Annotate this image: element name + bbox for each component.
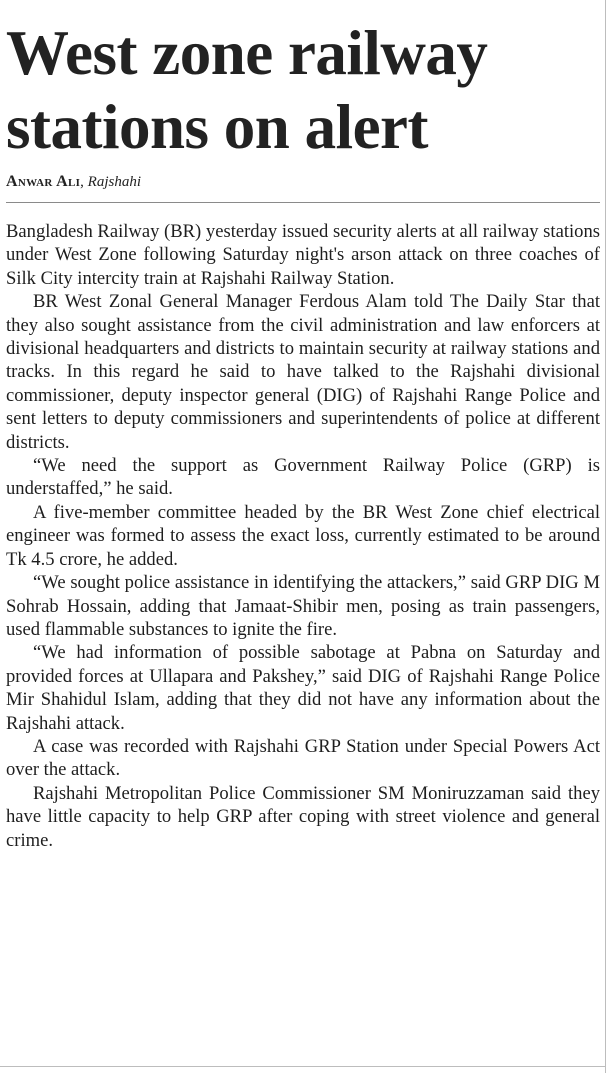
article-paragraph: A case was recorded with Rajshahi GRP Station under Special Powers Act over the attack. [6, 735, 600, 781]
article-paragraph: “We sought police assistance in identifying the attackers,” said GRP DIG M Sohrab Hossain, adding that Jamaat-Shibir men, posing as train passengers, used flammable substances to ignite the fire. [6, 572, 600, 640]
byline-divider [6, 202, 600, 203]
byline [6, 173, 141, 191]
column-rule-right [605, 0, 606, 1073]
article-paragraph: BR West Zonal General Manager Ferdous Alam told The Daily Star that they also sought assistance from the civil administration and law enforcers at divisional headquarters and districts to maintain security at railway stations and tracks. In this regard he said to have talked to the Rajshahi divisional commissioner, deputy inspector general (DIG) of Rajshahi Range Police and sent letters to deputy commissioners and superintendents of police at different districts. [6, 291, 600, 453]
article-paragraph: “We need the support as Government Railway Police (GRP) is understaffed,” he said. [6, 455, 600, 500]
headline: West zone railway stations on alert [6, 18, 488, 162]
article-body [6, 220, 600, 852]
column-rule-bottom [0, 1066, 605, 1067]
byline-location: Rajshahi [87, 174, 142, 190]
article-paragraph: Bangladesh Railway (BR) yesterday issued security alerts at all railway stations under West Zone following Saturday night's arson attack on three coaches of Silk City intercity train at Rajshahi Railway Station. [6, 221, 600, 289]
article-paragraph: “We had information of possible sabotage at Pabna on Saturday and provided forces at Ullapara and Pakshey,” said DIG of Rajshahi Range Police Mir Shahidul Islam, adding that they did not have any information about the Rajshahi attack. [6, 642, 600, 734]
article-paragraph: A five-member committee headed by the BR West Zone chief electrical engineer was formed to assess the exact loss, currently estimated to be around Tk 4.5 crore, he added. [6, 501, 600, 570]
byline-author: Anwar Ali [6, 173, 81, 190]
byline-separator: , [80, 174, 88, 190]
article-paragraph: Rajshahi Metropolitan Police Commissioner SM Moniruzzaman said they have little capacity to help GRP after coping with street violence and general crime. [6, 782, 600, 851]
